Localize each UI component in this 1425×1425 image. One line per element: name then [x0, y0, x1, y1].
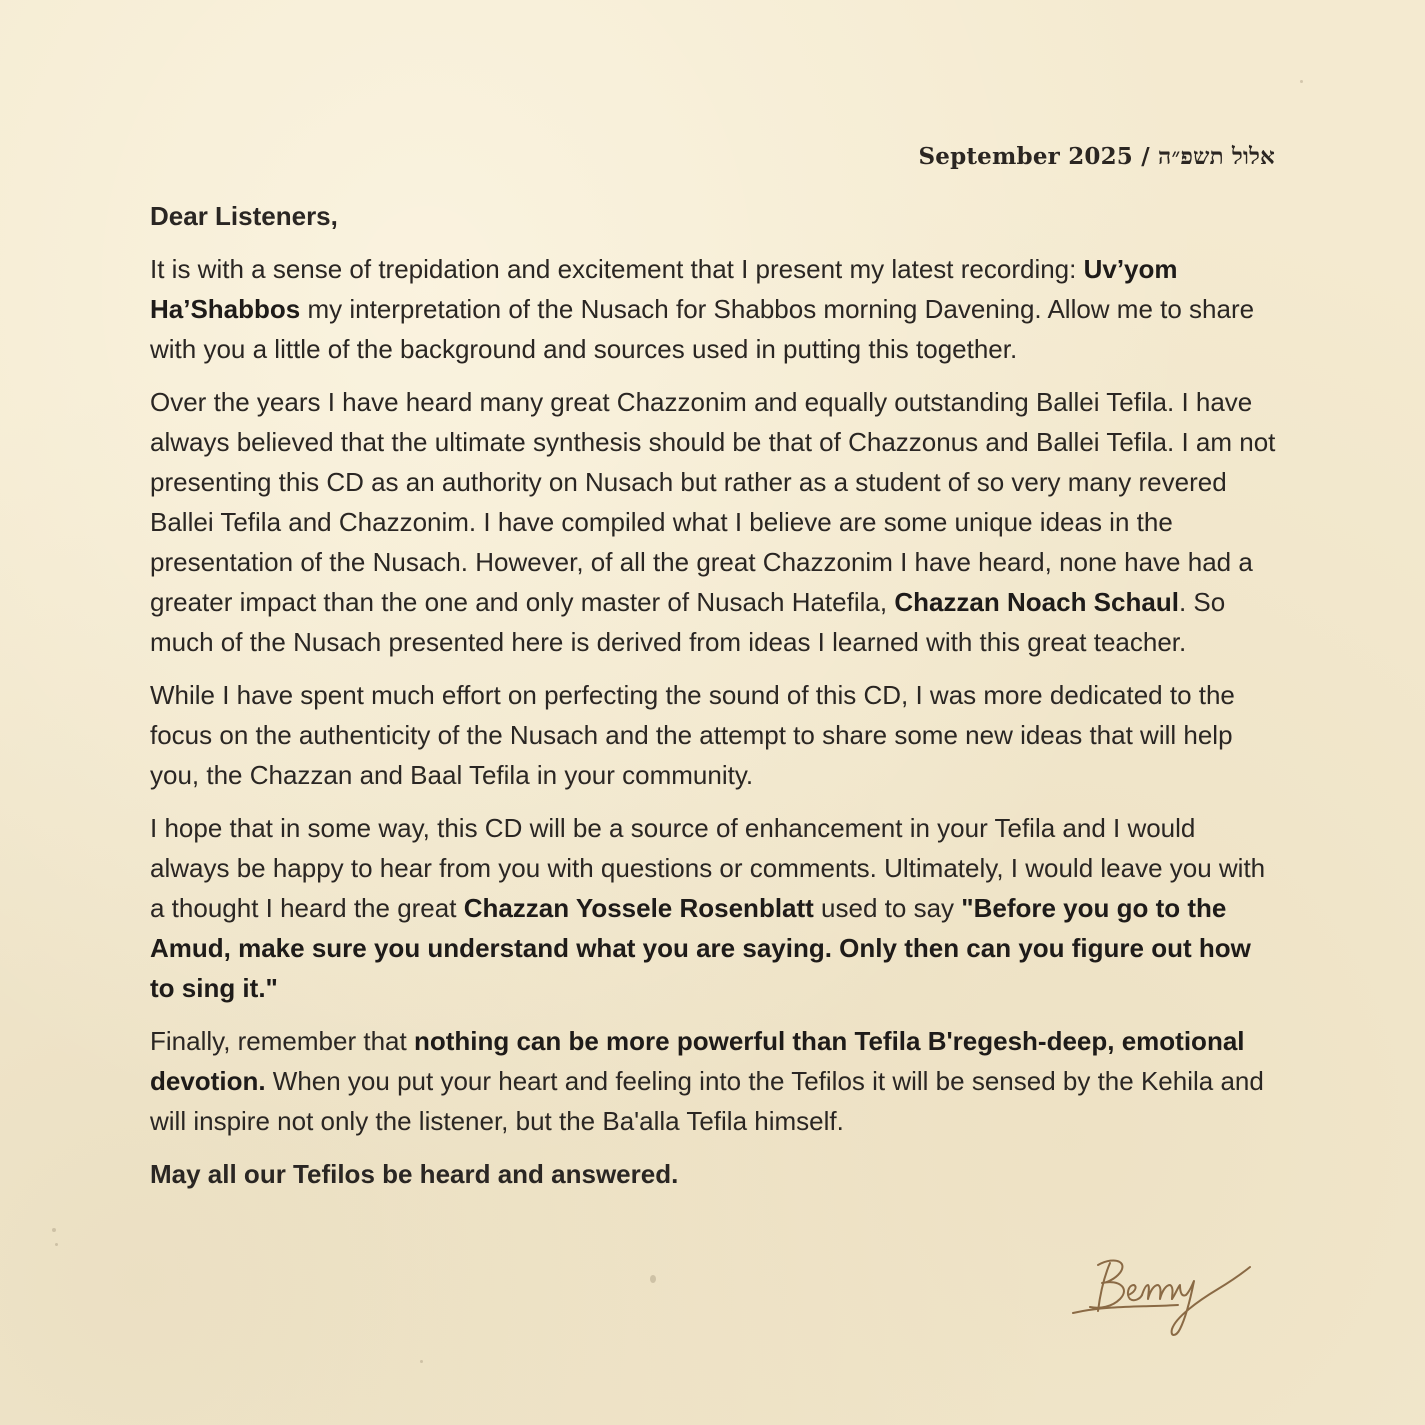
text: It is with a sense of trepidation and excitement that I present my latest recording: — [150, 254, 1084, 284]
text: While I have spent much effort on perfecting the sound of this CD, I was more dedicated to the focus on the authenticity of the Nusach and the attempt to share some new ideas that will help you, the Chazzan and Baal Tefila in your community. — [150, 680, 1235, 790]
paper-speck — [420, 1360, 423, 1363]
paragraph-finally — [150, 1021, 1280, 1141]
paragraph-intro — [150, 249, 1280, 369]
text: When you put your heart and feeling into the Tefilos it will be sensed by the Kehila and will inspire not only the listener, but the Ba'alla Tefila himself. — [150, 1066, 1264, 1136]
paper-speck — [1300, 80, 1303, 83]
letter-body — [150, 196, 1280, 1207]
date-hebrew: אלול תשפ״ה — [1158, 143, 1275, 170]
text: my interpretation of the Nusach for Shabbos morning Davening. Allow me to share with you a little of the background and sources used in putting this together. — [150, 294, 1255, 364]
text: I hope that in some way, this CD will be a source of enhancement in your Tefila and I would always be happy to hear from you with questions or comments. Ultimately, I would leave you with a thought I heard the great — [150, 813, 1266, 923]
text: Over the years I have heard many great Chazzonim and equally outstanding Ballei Tefila. I have always believed that the ultimate synthesis should be that of Chazzonus and Ballei Tefila. I am not presenting this CD as an authority on Nusach but rather as a student of so very many revered Ballei Tefila and Chazzonim. I have compiled what I believe are some unique ideas in the presentation of the Nusach. However, of all the great Chazzonim I have heard, none have had a greater impact than the one and only master of Nusach Hatefila, — [150, 387, 1276, 617]
letter-date — [918, 143, 1275, 170]
bold-chazzan-name: Chazzan Yossele Rosenblatt — [463, 893, 814, 923]
text: used to say — [813, 893, 962, 923]
bold-emphasis: nothing can be more powerful than Tefila B'regesh-deep, emotional devotion. — [150, 1026, 1245, 1096]
paper-speck — [55, 1243, 58, 1246]
date-separator: / — [1133, 143, 1159, 170]
letter-greeting: Dear Listeners, — [150, 201, 338, 231]
text: . So much of the Nusach presented here is derived from ideas I learned with this great teacher. — [150, 587, 1226, 657]
letter-closing: May all our Tefilos be heard and answered. — [150, 1159, 679, 1189]
paragraph-background — [150, 382, 1280, 662]
date-english: September 2025 — [918, 143, 1134, 170]
paper-speck — [650, 1275, 656, 1283]
signature-image — [1068, 1255, 1258, 1345]
paragraph-dedication — [150, 675, 1280, 795]
paragraph-hope — [150, 808, 1280, 1008]
text: Finally, remember that — [150, 1026, 414, 1056]
paper-speck — [52, 1228, 56, 1232]
bold-recording-title: Uv’yom Ha’Shabbos — [150, 254, 1178, 324]
bold-teacher-name: Chazzan Noach Schaul — [894, 587, 1179, 617]
bold-quote: "Before you go to the Amud, make sure you understand what you are saying. Only then can you figure out how to sing it." — [150, 893, 1251, 1003]
